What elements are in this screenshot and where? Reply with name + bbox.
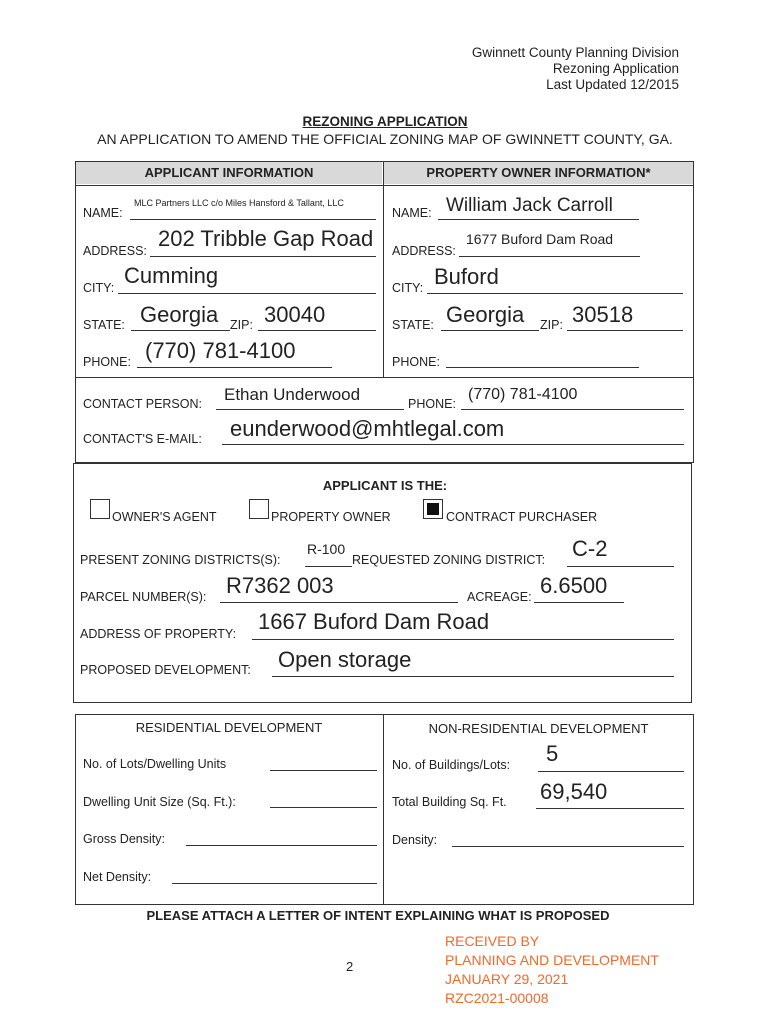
- total-sqft-value[interactable]: 69,540: [540, 779, 608, 804]
- contact-phone-line: [461, 409, 684, 410]
- applicant-city-line: [118, 293, 376, 294]
- parcel-label: PARCEL NUMBER(S):: [80, 590, 207, 604]
- buildings-line: [538, 771, 684, 772]
- parcel-value[interactable]: R7362 003: [226, 573, 334, 598]
- unit-size-label: Dwelling Unit Size (Sq. Ft.):: [83, 795, 236, 809]
- proposed-development-line: [272, 676, 674, 677]
- net-density-line[interactable]: [172, 883, 377, 884]
- checkbox-checked-mark: [427, 503, 439, 515]
- received-stamp: [445, 932, 659, 1008]
- owner-heading: PROPERTY OWNER INFORMATION*: [384, 162, 693, 184]
- total-sqft-line: [536, 808, 684, 809]
- applicant-city-value[interactable]: Cumming: [124, 263, 219, 288]
- proposed-development-value[interactable]: Open storage: [278, 647, 412, 672]
- letter-of-intent-note: PLEASE ATTACH A LETTER OF INTENT EXPLAINING WHAT IS PROPOSED: [146, 908, 610, 923]
- acreage-line: [534, 602, 624, 603]
- applicant-name-label: NAME:: [83, 206, 123, 220]
- requested-zoning-value[interactable]: C-2: [572, 536, 608, 561]
- heading-rule: [75, 185, 694, 186]
- applicant-zip-value[interactable]: 30040: [264, 302, 326, 327]
- owner-zip-line: [567, 330, 683, 331]
- owner-name-value[interactable]: William Jack Carroll: [446, 195, 613, 216]
- net-density-label: Net Density:: [83, 870, 152, 884]
- stamp-date: JANUARY 29, 2021: [445, 971, 569, 987]
- residential-heading: RESIDENTIAL DEVELOPMENT: [135, 720, 323, 735]
- nonresidential-heading: NON-RESIDENTIAL DEVELOPMENT: [428, 721, 649, 736]
- owner-address-value[interactable]: 1677 Buford Dam Road: [466, 231, 614, 247]
- applicant-state-label: STATE:: [83, 318, 125, 332]
- contract-purchaser-checkbox[interactable]: [423, 499, 443, 519]
- stamp-case-number: RZC2021-00008: [445, 990, 549, 1006]
- owner-city-line: [427, 293, 683, 294]
- lots-label: No. of Lots/Dwelling Units: [83, 757, 227, 771]
- header-block: [472, 45, 679, 93]
- contact-person-label: CONTACT PERSON:: [83, 397, 202, 411]
- applicant-name-value[interactable]: MLC Partners LLC c/o Miles Hansford & Tallant, LLC: [134, 198, 344, 208]
- buildings-label: No. of Buildings/Lots:: [392, 758, 511, 772]
- last-updated: Last Updated 12/2015: [546, 77, 679, 92]
- owner-address-label: ADDRESS:: [392, 244, 456, 258]
- page-number: 2: [346, 959, 354, 974]
- contact-person-line: [216, 409, 404, 410]
- development-section: [75, 714, 694, 905]
- property-address-value[interactable]: 1667 Buford Dam Road: [258, 609, 490, 634]
- owners-agent-label: OWNER'S AGENT: [112, 510, 217, 524]
- requested-zoning-label: REQUESTED ZONING DISTRICT:: [352, 553, 546, 567]
- gross-density-line[interactable]: [186, 845, 377, 846]
- applicant-zip-line: [258, 330, 376, 331]
- property-address-line: [252, 639, 674, 640]
- contact-email-value[interactable]: eunderwood@mhtlegal.com: [230, 416, 505, 441]
- parcel-line: [220, 602, 458, 603]
- owner-phone-label: PHONE:: [392, 355, 440, 369]
- contact-phone-value[interactable]: (770) 781-4100: [468, 386, 578, 403]
- property-address-label: ADDRESS OF PROPERTY:: [80, 627, 237, 641]
- applicant-phone-label: PHONE:: [83, 355, 131, 369]
- applicant-phone-line: [137, 367, 332, 368]
- applicant-address-line: [150, 256, 376, 257]
- applicant-is-heading: APPLICANT IS THE:: [322, 478, 448, 493]
- division-name: Gwinnett County Planning Division: [471, 45, 679, 60]
- applicant-address-value[interactable]: 202 Tribble Gap Road: [158, 226, 374, 251]
- unit-size-line[interactable]: [270, 807, 377, 808]
- property-owner-label: PROPERTY OWNER: [271, 510, 391, 524]
- stamp-line-1: RECEIVED BY: [445, 933, 540, 949]
- applicant-zip-label: ZIP:: [230, 318, 253, 332]
- applicant-heading: APPLICANT INFORMATION: [76, 162, 382, 184]
- owner-state-line: [441, 330, 539, 331]
- requested-zoning-line: [567, 566, 674, 567]
- present-zoning-value[interactable]: R-100: [307, 541, 346, 557]
- stamp-line-2: PLANNING AND DEVELOPMENT: [445, 952, 659, 968]
- lots-line[interactable]: [270, 770, 377, 771]
- owner-name-line: [438, 219, 639, 220]
- density-label: Density:: [392, 833, 438, 847]
- contact-phone-label: PHONE:: [408, 397, 456, 411]
- property-owner-checkbox[interactable]: [249, 499, 269, 519]
- owner-phone-line: [446, 367, 639, 368]
- form-title: REZONING APPLICATION: [302, 114, 468, 129]
- owner-state-value[interactable]: Georgia: [446, 302, 525, 327]
- present-zoning-line: [305, 566, 352, 567]
- proposed-development-label: PROPOSED DEVELOPMENT:: [80, 663, 251, 677]
- development-divider: [383, 714, 384, 905]
- applicant-state-value[interactable]: Georgia: [140, 302, 219, 327]
- contact-email-label: CONTACT'S E-MAIL:: [83, 432, 202, 446]
- contract-purchaser-label: CONTRACT PURCHASER: [446, 510, 598, 524]
- document-type: Rezoning Application: [552, 61, 679, 76]
- form-subtitle: AN APPLICATION TO AMEND THE OFFICIAL ZONING MAP OF GWINNETT COUNTY, GA.: [97, 131, 673, 147]
- gross-density-label: Gross Density:: [83, 832, 165, 846]
- density-line[interactable]: [452, 846, 684, 847]
- acreage-value[interactable]: 6.6500: [540, 573, 608, 598]
- applicant-city-label: CITY:: [83, 281, 115, 295]
- applicant-state-line: [131, 330, 230, 331]
- owner-zip-label: ZIP:: [540, 318, 563, 332]
- applicant-phone-value[interactable]: (770) 781-4100: [145, 338, 296, 363]
- owner-city-value[interactable]: Buford: [434, 264, 499, 289]
- owner-name-label: NAME:: [392, 206, 432, 220]
- owner-state-label: STATE:: [392, 318, 434, 332]
- total-sqft-label: Total Building Sq. Ft.: [392, 795, 507, 809]
- column-divider: [383, 161, 384, 378]
- present-zoning-label: PRESENT ZONING DISTRICTS(S):: [80, 553, 281, 567]
- owner-zip-value[interactable]: 30518: [572, 302, 634, 327]
- owner-city-label: CITY:: [392, 281, 424, 295]
- owners-agent-checkbox[interactable]: [90, 499, 110, 519]
- acreage-label: ACREAGE:: [467, 590, 532, 604]
- contact-email-line: [222, 444, 684, 445]
- applicant-address-label: ADDRESS:: [83, 244, 147, 258]
- buildings-value[interactable]: 5: [546, 741, 559, 766]
- applicant-name-line: [130, 219, 376, 220]
- contact-person-value[interactable]: Ethan Underwood: [224, 385, 361, 404]
- owner-address-line: [459, 256, 640, 257]
